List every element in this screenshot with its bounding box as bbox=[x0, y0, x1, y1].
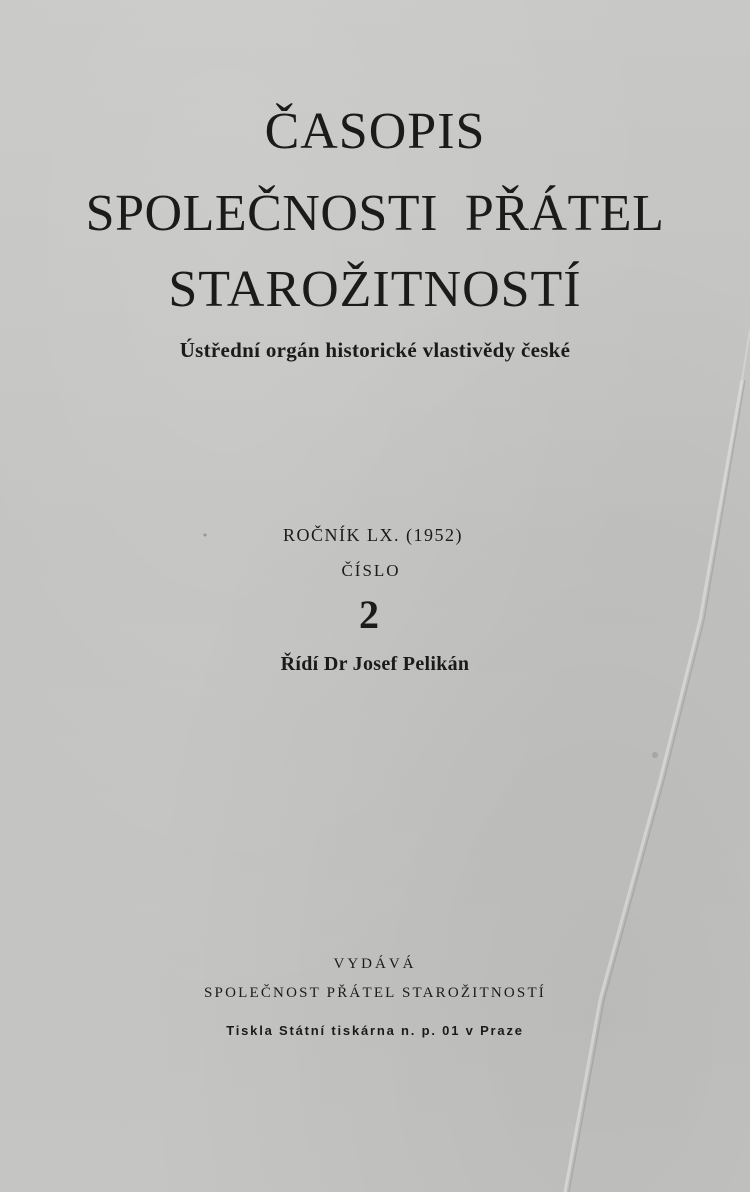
title-line-2: SPOLEČNOSTI PŘÁTEL bbox=[85, 185, 665, 242]
publisher-name: SPOLEČNOST PŘÁTEL STAROŽITNOSTÍ bbox=[203, 985, 547, 1001]
editor-line: Řídí Dr Josef Pelikán bbox=[280, 653, 470, 675]
issue-number: 2 bbox=[359, 592, 379, 637]
volume-year: ROČNÍK LX. (1952) bbox=[283, 525, 463, 545]
title-line-1: ČASOPIS bbox=[264, 103, 486, 160]
printer-line: Tiskla Státní tiskárna n. p. 01 v Praze bbox=[226, 1023, 524, 1038]
title-line-3: STAROŽITNOSTÍ bbox=[168, 261, 582, 318]
issue-label: ČÍSLO bbox=[341, 561, 401, 580]
publisher-label: VYDÁVÁ bbox=[333, 956, 417, 972]
subtitle: Ústřední orgán historické vlastivědy české bbox=[179, 338, 571, 362]
